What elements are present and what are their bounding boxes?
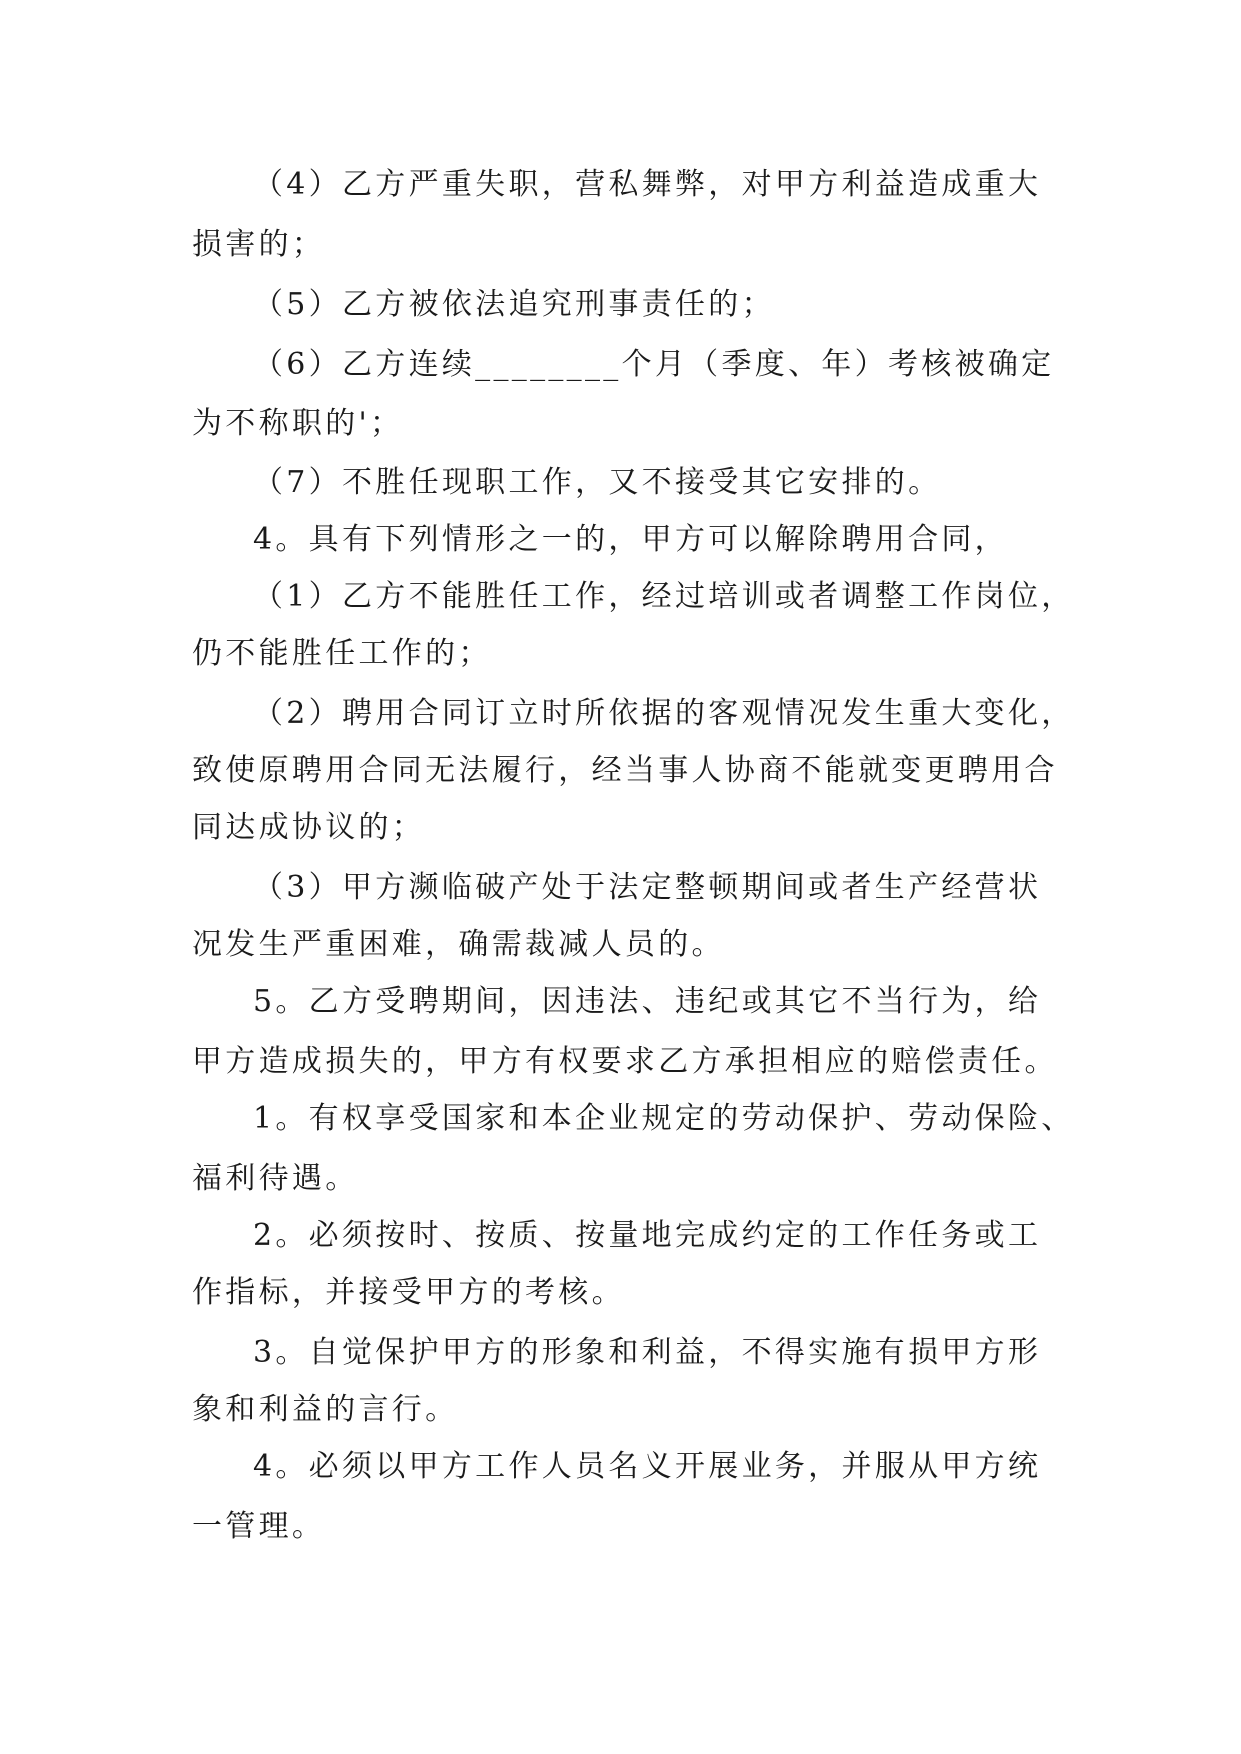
text-line: 5。乙方受聘期间，因违法、违纪或其它不当行为，给	[253, 984, 1042, 1019]
text-line: 4。具有下列情形之一的，甲方可以解除聘用合同，	[253, 522, 1008, 557]
text-line: （6）乙方连续________个月（季度、年）考核被确定	[253, 347, 1055, 382]
text-line: 仍不能胜任工作的；	[192, 636, 492, 671]
text-line: （1）乙方不能胜任工作，经过培训或者调整工作岗位，	[253, 579, 1075, 614]
text-line: （7）不胜任现职工作，又不接受其它安排的。	[253, 465, 942, 500]
text-line: （2）聘用合同订立时所依据的客观情况发生重大变化，	[253, 696, 1075, 731]
text-line: 一管理。	[192, 1509, 326, 1544]
text-line: 福利待遇。	[192, 1161, 359, 1196]
text-line: 1。有权享受国家和本企业规定的劳动保护、劳动保险、	[253, 1101, 1075, 1136]
text-line: 甲方造成损失的，甲方有权要求乙方承担相应的赔偿责任。	[192, 1044, 1058, 1079]
text-line: 3。自觉保护甲方的形象和利益，不得实施有损甲方形	[253, 1335, 1042, 1370]
text-line: 象和利益的言行。	[192, 1392, 459, 1427]
text-line: 为不称职的'；	[192, 406, 404, 441]
text-line: 损害的；	[192, 227, 326, 262]
text-line: （5）乙方被依法追究刑事责任的；	[253, 287, 775, 322]
text-line: 作指标，并接受甲方的考核。	[192, 1275, 625, 1310]
text-line: 2。必须按时、按质、按量地完成约定的工作任务或工	[253, 1218, 1042, 1253]
text-line: 致使原聘用合同无法履行，经当事人协商不能就变更聘用合	[192, 753, 1058, 788]
text-line: 4。必须以甲方工作人员名义开展业务，并服从甲方统	[253, 1449, 1042, 1484]
text-line: 况发生严重困难，确需裁减人员的。	[192, 927, 725, 962]
text-line: 同达成协议的；	[192, 810, 426, 845]
text-line: （3）甲方濒临破产处于法定整顿期间或者生产经营状	[253, 870, 1042, 905]
text-line: （4）乙方严重失职，营私舞弊，对甲方利益造成重大	[253, 167, 1042, 202]
